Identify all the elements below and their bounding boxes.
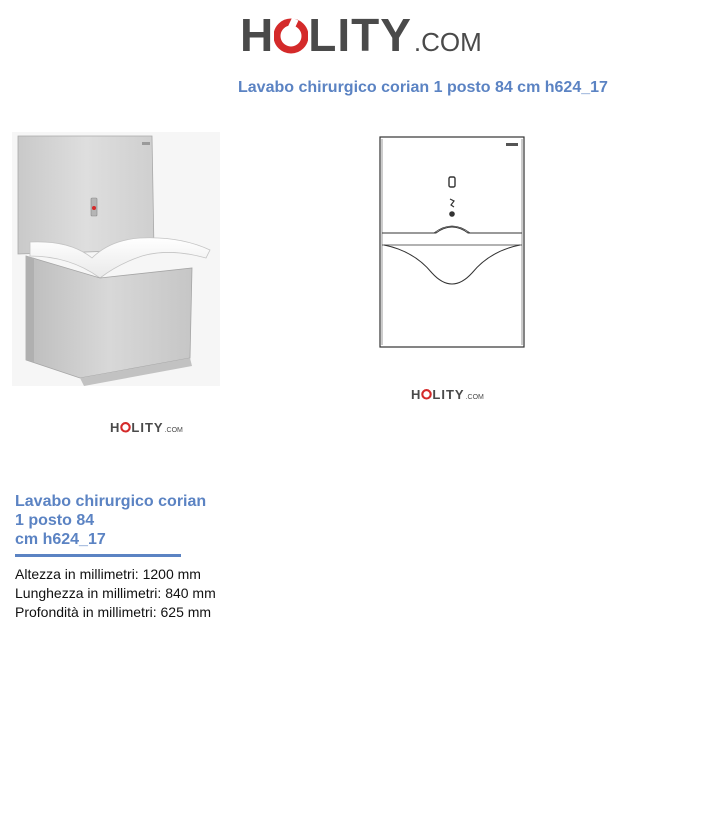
brand-logo-main: H LITY xyxy=(240,9,412,61)
product-title xyxy=(15,492,235,549)
brand-logo-small xyxy=(411,387,484,402)
technical-drawing xyxy=(374,133,530,351)
title-divider xyxy=(15,554,181,557)
spec-label: Profondità in millimetri: xyxy=(15,604,157,620)
spec-value: 840 mm xyxy=(165,585,216,601)
logo-o-icon xyxy=(274,8,308,62)
spec-label: Lunghezza in millimetri: xyxy=(15,585,162,601)
logo-o-icon xyxy=(120,420,131,435)
spec-item xyxy=(15,584,216,603)
brand-logo-small-suffix: .COM xyxy=(465,394,484,401)
spec-value: 625 mm xyxy=(160,604,212,620)
brand-logo-small-suffix: .COM xyxy=(164,427,183,434)
spec-label: Altezza in millimetri: xyxy=(15,566,139,582)
spec-list xyxy=(15,565,216,622)
brand-logo-suffix: .COM xyxy=(413,27,482,57)
spec-item xyxy=(15,565,216,584)
spec-value: 1200 mm xyxy=(142,566,201,582)
brand-logo xyxy=(240,8,482,62)
product-title-line: cm h624_17 xyxy=(15,531,106,548)
page-title: Lavabo chirurgico corian 1 posto 84 cm h624_17 xyxy=(238,79,608,96)
brand-logo-small xyxy=(110,420,183,435)
product-photo xyxy=(10,130,222,388)
product-title-line: Lavabo chirurgico corian xyxy=(15,493,207,510)
product-title-line: 1 posto 84 xyxy=(15,512,95,529)
spec-item xyxy=(15,603,216,622)
brand-logo-small-main: H LITY xyxy=(411,387,465,402)
brand-logo-small-main: H LITY xyxy=(110,420,164,435)
logo-o-icon xyxy=(421,387,432,402)
